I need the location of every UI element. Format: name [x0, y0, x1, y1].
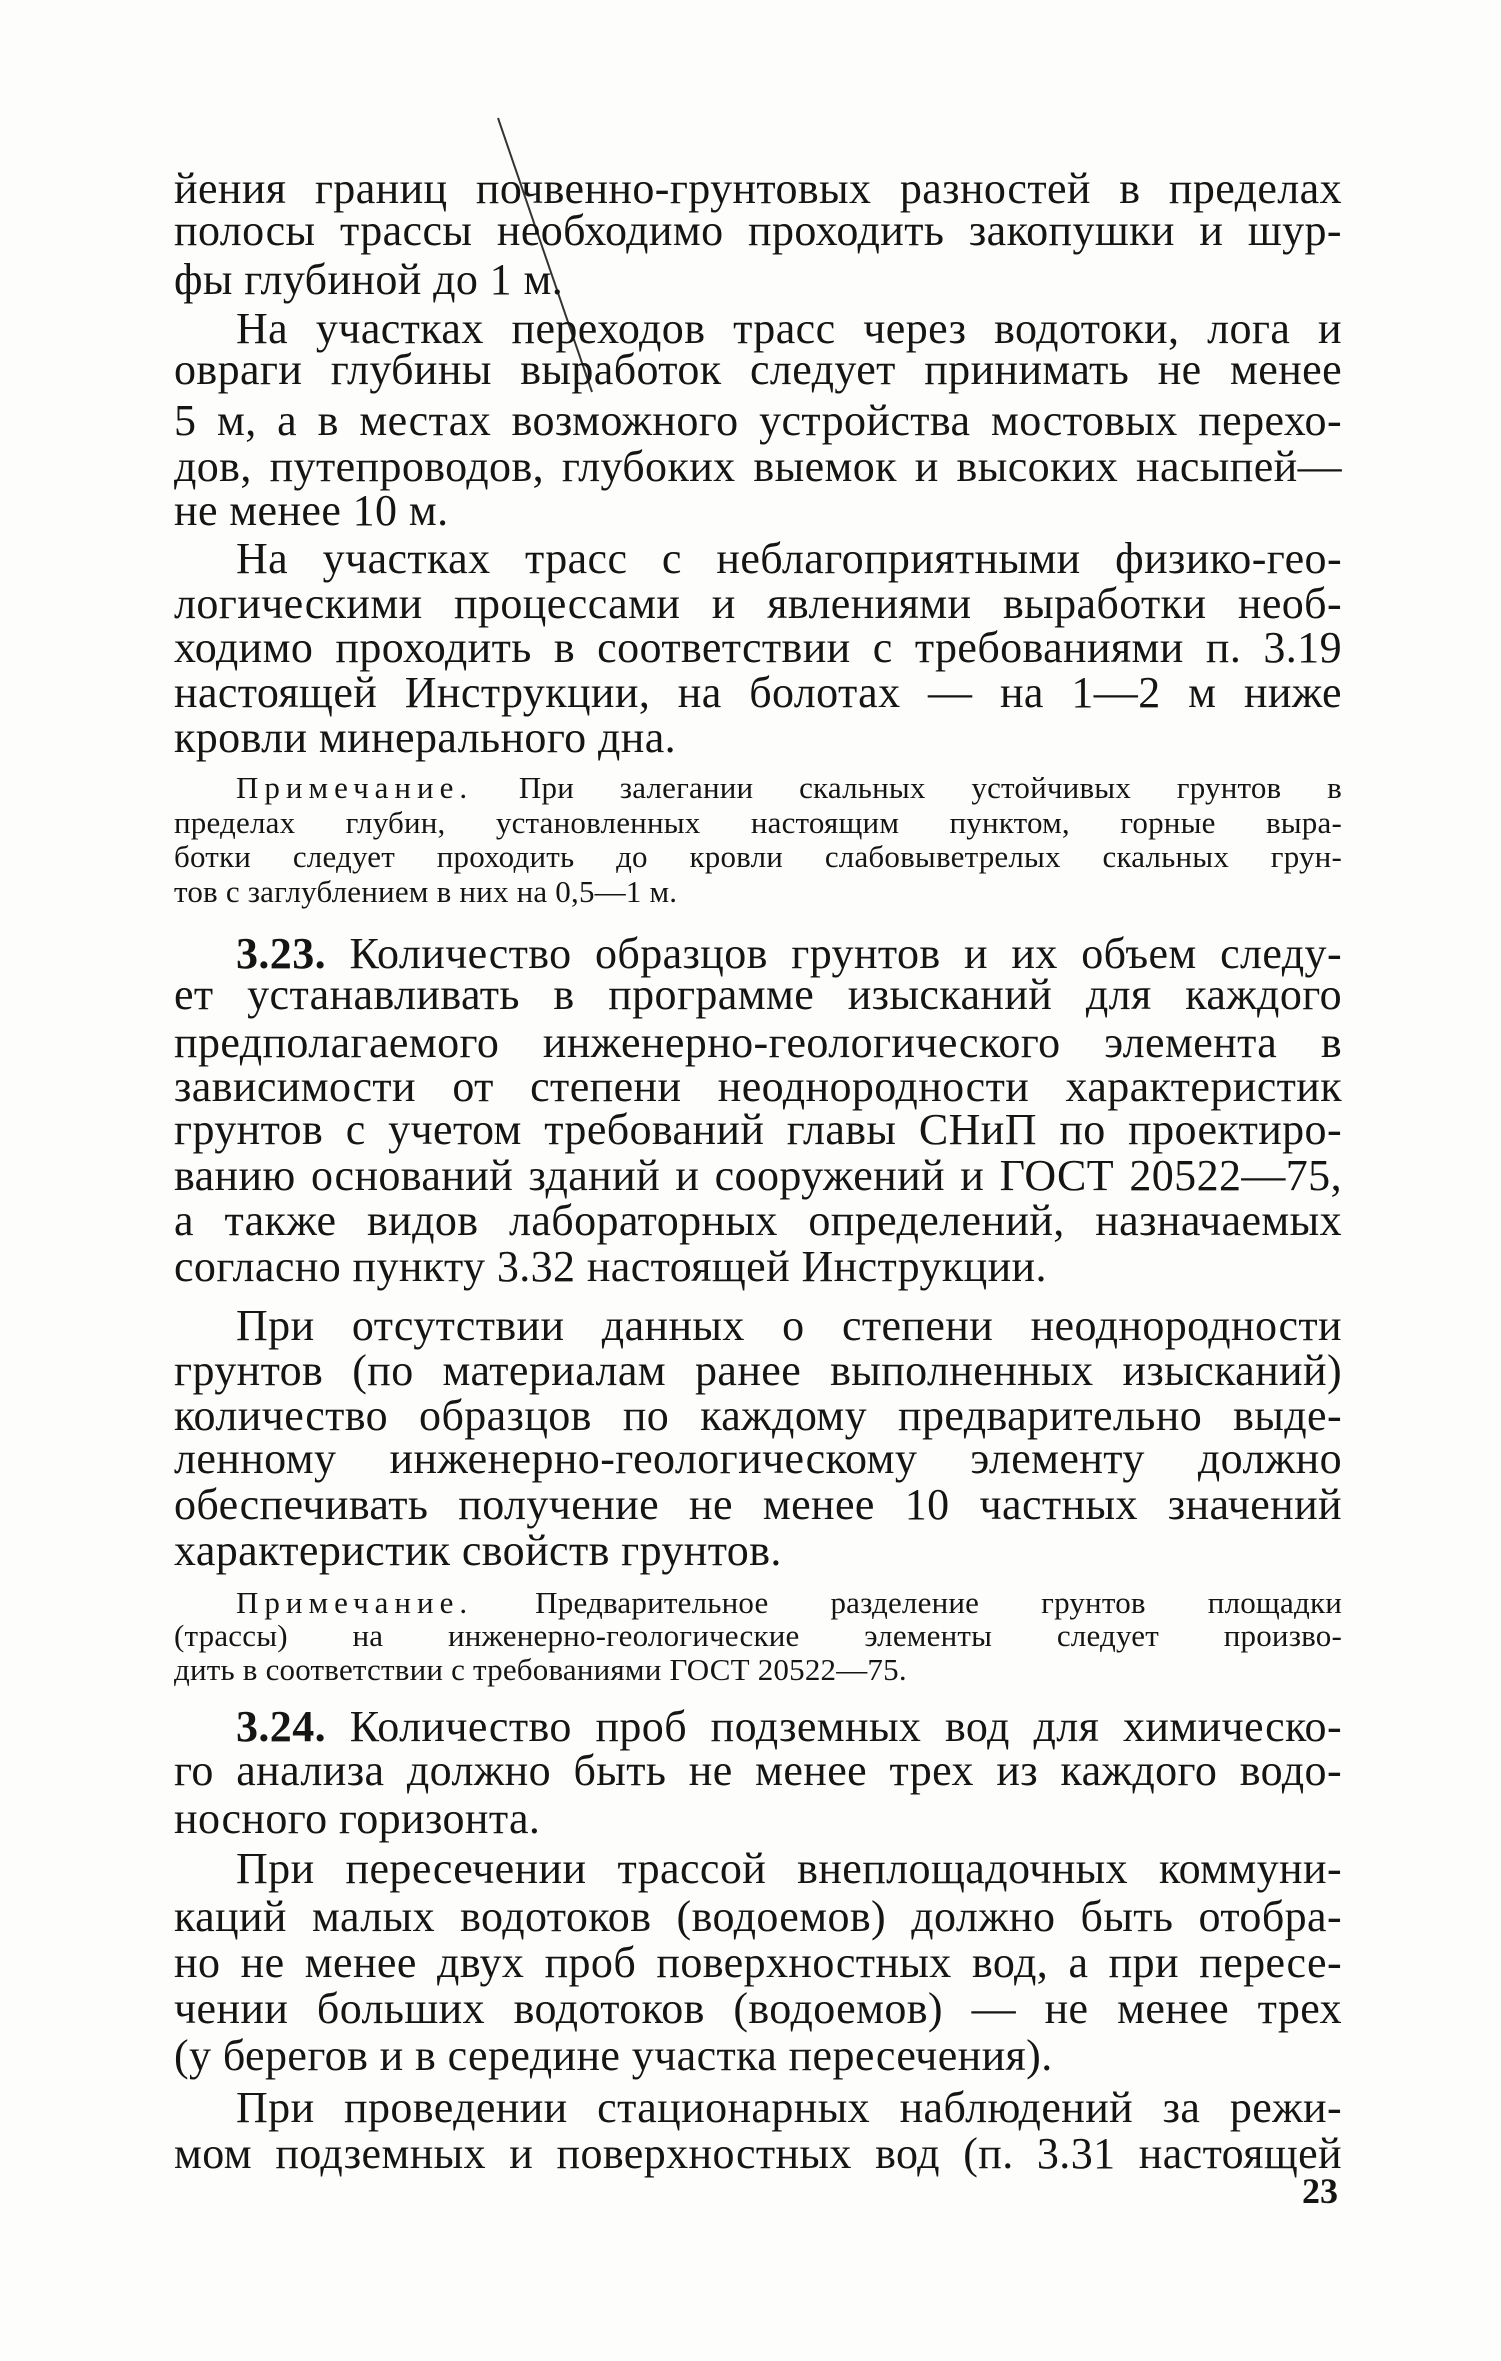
text-line [174, 1983, 1342, 2034]
text-line [236, 2082, 1342, 2133]
line-text: 5 м, а в местах возможного устройства мостовых перехо- [174, 396, 1342, 445]
text-line [236, 1843, 1342, 1894]
line-text: На участках трасс с неблагоприятными физико-гео- [236, 534, 1342, 583]
line-text: каций малых водотоков (водоемов) должно быть отобра- [174, 1892, 1342, 1941]
text-line [236, 1585, 1342, 1621]
line-text: дить в соответствии с требованиями ГОСТ 20522—75. [174, 1652, 907, 1687]
line-text: овраги глубины выработок следует принимать не менее [174, 345, 1342, 394]
text-line [174, 805, 1342, 841]
text-line [174, 344, 1342, 395]
line-text: согласно пункту 3.32 настоящей Инструкции. [174, 1242, 1047, 1291]
line-text: го анализа должно быть не менее трех из каждого водо- [174, 1746, 1342, 1795]
text-line [174, 622, 1342, 673]
text-line [174, 839, 1342, 875]
line-text: ленному инженерно-геологическому элементу должно [174, 1434, 1342, 1483]
line-text: При отсутствии данных о степени неоднородности [236, 1301, 1342, 1350]
line-text: ет устанавливать в программе изысканий для каждого [174, 970, 1342, 1019]
line-text: ботки следует проходить до кровли слабовыветрелых скальных грун- [174, 839, 1342, 874]
text-line [174, 1937, 1342, 1988]
text-line [174, 1150, 1342, 1201]
line-text: тов с заглублением в них на 0,5—1 м. [174, 874, 678, 909]
text-line [174, 1241, 1342, 1292]
line-text: йения границ почвенно-грунтовых разностей в пределах [174, 164, 1342, 213]
text-line [174, 1195, 1342, 1246]
line-text: полосы трассы необходимо проходить закопушки и шур- [174, 206, 1342, 255]
line-text: характеристик свойств грунтов. [174, 1526, 782, 1575]
line-text: чении больших водотоков (водоемов) — не менее трех [174, 1984, 1342, 2033]
text-line [174, 2128, 1342, 2179]
text-line [174, 1618, 1342, 1654]
text-line [174, 874, 1342, 910]
line-text: грунтов с учетом требований главы СНиП по проектиро- [174, 1105, 1342, 1154]
page-number: 23 [1302, 2171, 1338, 2211]
line-text: Предварительное разделение грунтов площадки [473, 1585, 1342, 1620]
text-line [174, 1104, 1342, 1155]
line-text: кровли минерального дна. [174, 713, 677, 762]
text-line [174, 1479, 1342, 1530]
line-text: носного горизонта. [174, 1794, 541, 1843]
text-line [174, 485, 1342, 536]
line-text: На участках переходов трасс через водотоки, лога и [236, 304, 1342, 353]
text-line [236, 1300, 1342, 1351]
line-text: зависимости от степени неоднородности характеристик [174, 1062, 1342, 1111]
line-text: грунтов (по материалам ранее выполненных изысканий) [174, 1346, 1342, 1395]
line-text: количество образцов по каждому предварительно выде- [174, 1391, 1342, 1440]
line-text: фы глубиной до 1 м. [174, 255, 564, 304]
section-number: 3.24. [236, 1702, 326, 1751]
line-text: логическими процессами и явлениями выработки необ- [174, 579, 1342, 628]
line-text: ходимо проходить в соответствии с требованиями п. 3.19 [174, 623, 1342, 672]
text-line [236, 770, 1342, 806]
line-text: ванию оснований зданий и сооружений и ГОСТ 20522—75, [174, 1151, 1342, 1200]
line-text: настоящей Инструкции, на болотах — на 1—2 м ниже [174, 668, 1342, 717]
line-text: мом подземных и поверхностных вод (п. 3.31 настоящей [174, 2129, 1342, 2178]
line-text: дов, путепроводов, глубоких выемок и высоких насыпей— [174, 442, 1342, 491]
line-text: При залегании скальных устойчивых грунтов в [473, 770, 1342, 805]
line-text: не менее 10 м. [174, 486, 449, 535]
text-line [236, 533, 1342, 584]
text-line [174, 1525, 1342, 1576]
text-line [174, 969, 1342, 1020]
text-line [174, 712, 1342, 763]
text-line [174, 1891, 1342, 1942]
text-line [174, 395, 1342, 446]
text-line [174, 1433, 1342, 1484]
text-line [174, 2030, 1342, 2081]
note-label: Примечание. [236, 1585, 474, 1620]
text-line [174, 205, 1342, 256]
line-text: Количество проб подземных вод для химическо- [326, 1702, 1342, 1751]
line-text: предполагаемого инженерно-геологического элемента в [174, 1018, 1342, 1067]
text-line [174, 254, 1342, 305]
text-line [174, 1345, 1342, 1396]
text-line [174, 1652, 1342, 1688]
line-text: (трассы) на инженерно-геологические элементы следует произво- [174, 1618, 1342, 1653]
line-text: Количество образцов грунтов и их объем следу- [326, 929, 1342, 978]
text-line [174, 667, 1342, 718]
text-line [174, 1745, 1342, 1796]
text-line [174, 1793, 1342, 1844]
line-text: При пересечении трассой внеплощадочных коммуни- [236, 1844, 1342, 1893]
note-label: Примечание. [236, 770, 474, 805]
section-number: 3.23. [236, 929, 326, 978]
line-text: а также видов лабораторных определений, назначаемых [174, 1196, 1342, 1245]
line-text: (у берегов и в середине участка пересечения). [174, 2031, 1053, 2080]
line-text: но не менее двух проб поверхностных вод, а при пересе- [174, 1938, 1342, 1987]
line-text: При проведении стационарных наблюдений за режи- [236, 2083, 1342, 2132]
line-text: пределах глубин, установленных настоящим пунктом, горные выра- [174, 805, 1342, 840]
line-text: обеспечивать получение не менее 10 частных значений [174, 1480, 1342, 1529]
